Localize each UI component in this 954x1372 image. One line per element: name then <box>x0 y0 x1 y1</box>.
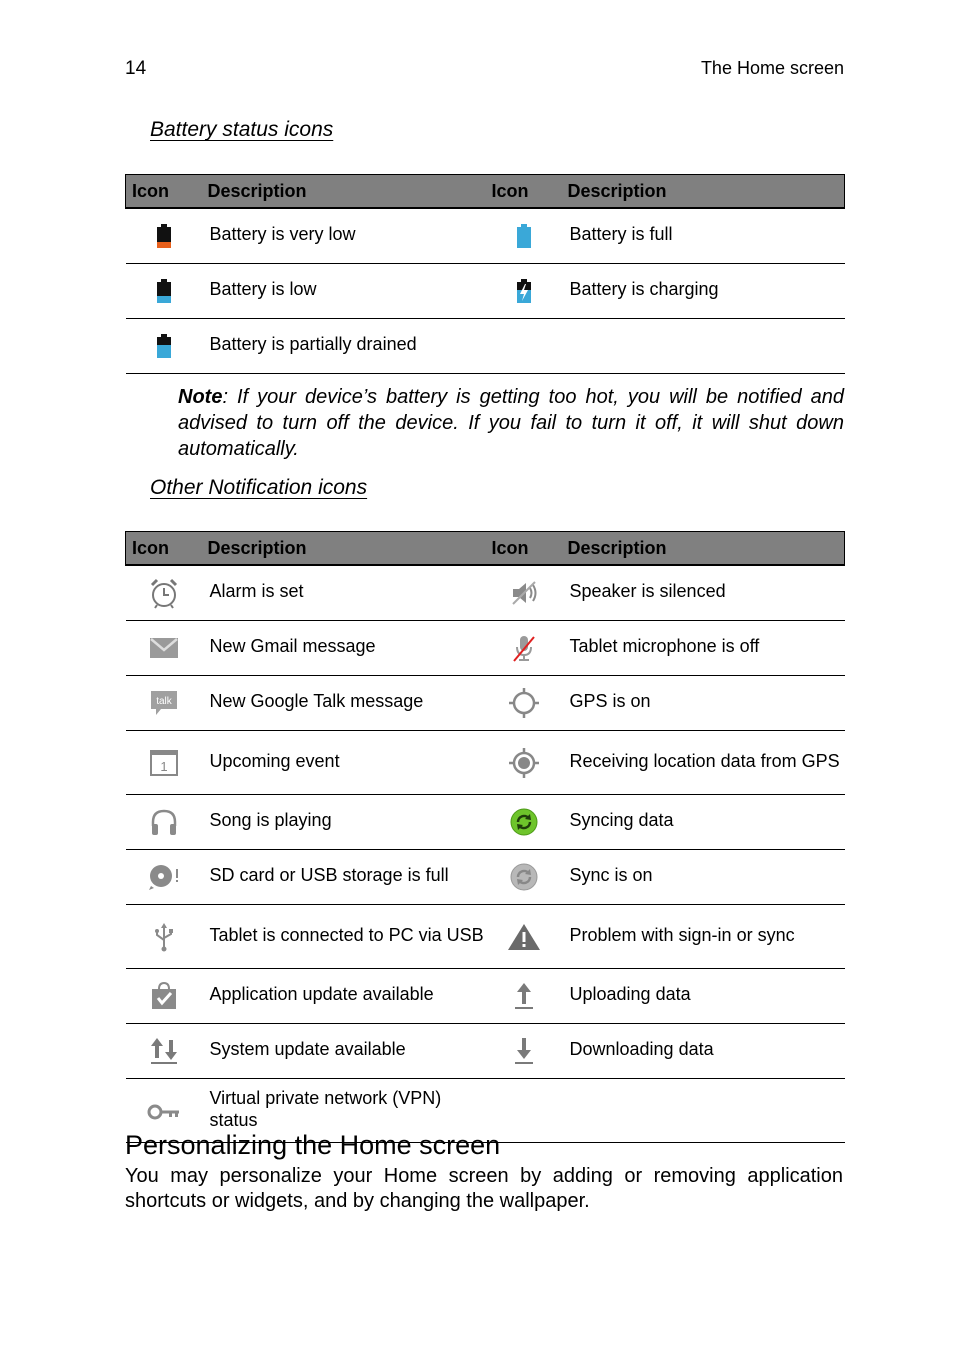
column-header: Icon <box>126 175 202 209</box>
note-block <box>178 384 844 462</box>
vpn-key-icon <box>147 1102 181 1122</box>
table-row <box>126 565 845 621</box>
row-description: Battery is charging <box>562 264 845 319</box>
table-row <box>126 676 845 731</box>
row-description: Virtual private network (VPN) status <box>202 1079 486 1143</box>
column-header: Description <box>202 532 486 566</box>
table-row <box>126 1024 845 1079</box>
download-icon <box>512 1036 536 1066</box>
system-update-icon <box>149 1036 179 1066</box>
row-description: SD card or USB storage is full <box>202 850 486 905</box>
svg-text:talk: talk <box>155 696 172 707</box>
speaker-silenced-icon <box>508 577 540 609</box>
row-description: Battery is full <box>562 208 845 264</box>
row-description: Tablet is connected to PC via USB <box>202 905 486 969</box>
row-description: Syncing data <box>562 795 845 850</box>
row-description: Battery is partially drained <box>202 319 486 374</box>
row-description: Tablet microphone is off <box>562 621 845 676</box>
column-header: Icon <box>486 175 562 209</box>
table-row <box>126 969 845 1024</box>
notification-section-title: Other Notification icons <box>150 476 368 499</box>
table-header-row <box>126 532 845 566</box>
table-row <box>126 319 845 374</box>
table-header-row <box>126 175 845 209</box>
notification-icons-table <box>125 531 845 1143</box>
row-description: Sync is on <box>562 850 845 905</box>
column-header: Description <box>562 532 845 566</box>
alarm-icon <box>148 577 180 609</box>
column-header: Description <box>202 175 486 209</box>
gps-on-icon <box>508 687 540 719</box>
row-description: Speaker is silenced <box>562 565 845 621</box>
talk-icon <box>148 688 180 718</box>
usb-icon <box>152 922 176 952</box>
battery-icons-table <box>125 174 845 374</box>
row-description: GPS is on <box>562 676 845 731</box>
column-header: Icon <box>486 532 562 566</box>
battery-charging-icon <box>515 278 533 304</box>
table-row <box>126 795 845 850</box>
battery-low-icon <box>155 278 173 304</box>
syncing-icon <box>509 807 539 837</box>
upload-icon <box>512 981 536 1011</box>
row-description: Song is playing <box>202 795 486 850</box>
row-description: Battery is very low <box>202 208 486 264</box>
row-description: Battery is low <box>202 264 486 319</box>
svg-text:1: 1 <box>159 758 168 774</box>
battery-partially-drained-icon <box>155 333 173 359</box>
row-description: Alarm is set <box>202 565 486 621</box>
row-description: Application update available <box>202 969 486 1024</box>
page-number: 14 <box>125 58 147 79</box>
table-row <box>126 731 845 795</box>
column-header: Icon <box>126 532 202 566</box>
note-text: : If your device’s battery is getting too hot, you will be notified and advised to turn off the device. If you fail to turn it off, it will shut down automatically. <box>178 386 844 460</box>
running-header: The Home screen <box>700 58 844 78</box>
table-row <box>126 208 845 264</box>
section-heading: Personalizing the Home screen <box>125 1130 501 1160</box>
battery-full-icon <box>515 223 533 249</box>
sync-on-icon <box>509 862 539 892</box>
table-row <box>126 264 845 319</box>
app-update-icon <box>149 981 179 1011</box>
table-row <box>126 905 845 969</box>
row-description: New Gmail message <box>202 621 486 676</box>
warning-icon <box>507 922 541 952</box>
table-row <box>126 621 845 676</box>
row-description: Downloading data <box>562 1024 845 1079</box>
column-header: Description <box>562 175 845 209</box>
row-description: Receiving location data from GPS <box>562 731 845 795</box>
calendar-event-icon <box>148 748 180 778</box>
gps-receiving-icon <box>508 747 540 779</box>
row-description: New Google Talk message <box>202 676 486 731</box>
body-paragraph: You may personalize your Home screen by adding or removing application shortcuts or widgets, and by changing the wallpaper. <box>125 1165 843 1212</box>
note-label: Note <box>178 386 223 408</box>
headphones-icon <box>148 806 180 838</box>
row-description: Upcoming event <box>202 731 486 795</box>
row-description: System update available <box>202 1024 486 1079</box>
battery-section-title: Battery status icons <box>150 118 334 141</box>
row-description: Problem with sign-in or sync <box>562 905 845 969</box>
table-row <box>126 850 845 905</box>
row-description: Uploading data <box>562 969 845 1024</box>
sd-card-full-icon <box>147 862 181 892</box>
microphone-off-icon <box>508 632 540 664</box>
gmail-icon <box>148 635 180 661</box>
battery-very-low-icon <box>155 223 173 249</box>
